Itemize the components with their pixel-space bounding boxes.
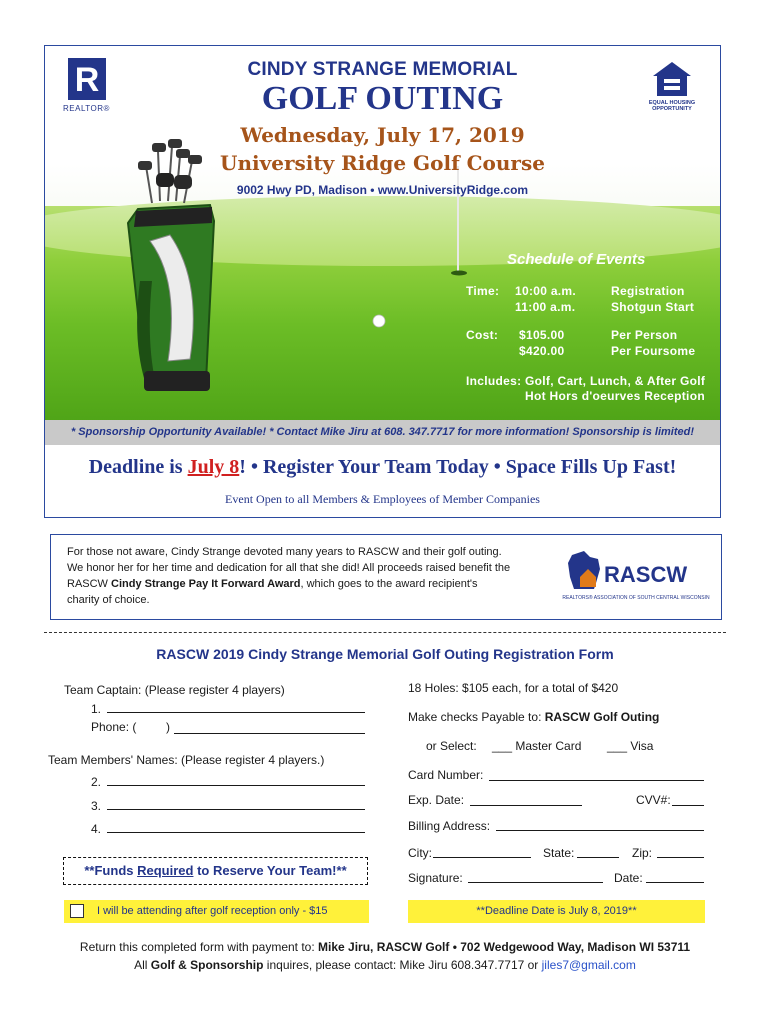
or-select-label: or Select: [426, 739, 477, 753]
exp-date-label: Exp. Date: [408, 793, 465, 807]
signature-field[interactable] [468, 882, 603, 883]
cost-2: $420.00 [519, 344, 565, 358]
funds-required-notice [63, 857, 368, 885]
rascw-logo-tagline: REALTORS® ASSOCIATION OF SOUTH CENTRAL WISCONSIN [562, 595, 710, 601]
member-number-3: 3. [91, 799, 102, 813]
event-title: GOLF OUTING [261, 80, 504, 117]
visa-option[interactable]: ___ Visa [607, 739, 654, 753]
reception-only-checkbox[interactable] [70, 904, 84, 918]
team-captain-label: Team Captain: (Please register 4 players) [64, 683, 285, 697]
event-flyer [44, 45, 721, 518]
cut-line-divider [44, 632, 726, 633]
event-venue: University Ridge Golf Course [220, 151, 545, 175]
date-field[interactable] [646, 882, 704, 883]
event-open-note: Event Open to all Members & Employees of Member Companies [225, 492, 540, 506]
includes-line-1: Includes: Golf, Cart, Lunch, & After Golf [466, 374, 706, 388]
phone-field[interactable] [174, 733, 365, 734]
deadline-date: July 8 [187, 456, 240, 478]
date-label: Date: [614, 871, 643, 885]
sponsorship-banner: * Sponsorship Opportunity Available! * Contact Mike Jiru at 608. 347.7717 for more information! Sponsorship is limited! [45, 420, 720, 445]
rascw-logo [556, 545, 716, 607]
zip-label: Zip: [632, 846, 653, 860]
holes-pricing: 18 Holes: $105 each, for a total of $420 [408, 681, 619, 695]
member-4-field[interactable] [107, 832, 365, 833]
member-number-2: 2. [91, 775, 102, 789]
realtor-logo-mark: R [74, 61, 100, 99]
cost-event-2: Per Foursome [611, 344, 696, 358]
member-3-field[interactable] [107, 809, 365, 810]
realtor-logo-word: REALTOR® [63, 104, 110, 113]
zip-field[interactable] [657, 857, 704, 858]
reception-only-label: I will be attending after golf reception only - $15 [97, 905, 328, 917]
form-title: RASCW 2019 Cindy Strange Memorial Golf Outing Registration Form [156, 646, 614, 662]
funds-pre: **Funds [84, 863, 138, 878]
equal-housing-caption: EQUAL HOUSING OPPORTUNITY [648, 100, 696, 112]
schedule-title: Schedule of Events [507, 251, 646, 268]
mastercard-option[interactable]: ___ Master Card [492, 739, 582, 753]
inquiries-contact [0, 958, 770, 972]
checks-payable [408, 710, 659, 724]
state-label: State: [543, 846, 575, 860]
includes-line-2: Hot Hors d'oeurves Reception [525, 389, 705, 403]
return-address: Mike Jiru, RASCW Golf • 702 Wedgewood Way, Madison WI 53711 [318, 940, 691, 954]
phone-label: Phone: ( [91, 720, 137, 734]
cost-label: Cost: [466, 328, 499, 342]
about-text [67, 544, 545, 608]
about-line-3-pre: RASCW [67, 578, 111, 590]
card-number-field[interactable] [489, 780, 704, 781]
team-members-label: Team Members' Names: (Please register 4 players.) [48, 753, 325, 767]
billing-address-field[interactable] [496, 830, 704, 831]
cvv-field[interactable] [672, 805, 704, 806]
time-1: 10:00 a.m. [515, 284, 577, 298]
phone-close-paren: ) [166, 720, 170, 734]
billing-address-label: Billing Address: [408, 819, 491, 833]
time-2: 11:00 a.m. [515, 300, 576, 314]
member-2-field[interactable] [107, 785, 365, 786]
about-line-3-post: , which goes to the award recipient's [300, 578, 478, 590]
event-subtitle: CINDY STRANGE MEMORIAL [247, 59, 518, 80]
captain-number: 1. [91, 702, 102, 716]
time-label: Time: [466, 284, 500, 298]
contact-email-link[interactable]: jiles7@gmail.com [541, 958, 636, 972]
checks-payee: RASCW Golf Outing [544, 710, 660, 724]
about-line-1: For those not aware, Cindy Strange devoted many years to RASCW and their golf outing. [67, 546, 502, 558]
wisconsin-map-icon [566, 549, 604, 591]
award-name: Cindy Strange Pay It Forward Award [111, 578, 301, 590]
checks-payable-pre: Make checks Payable to: [408, 710, 545, 724]
captain-name-field[interactable] [107, 712, 365, 713]
about-box [50, 534, 722, 620]
about-line-2: We honor her for her time and dedication for all that she did! All proceeds raised benefit the [67, 562, 511, 574]
deadline-post: ! • Register Your Team Today • Space Fills Up Fast! [239, 456, 677, 478]
time-event-2: Shotgun Start [611, 300, 695, 314]
return-pre: Return this completed form with payment to: [79, 940, 319, 954]
event-date: Wednesday, July 17, 2019 [240, 123, 525, 147]
member-number-4: 4. [91, 822, 102, 836]
inquire-topic: Golf & Sponsorship [150, 958, 264, 972]
inquire-pre: All [134, 958, 151, 972]
about-line-4: charity of choice. [67, 594, 150, 606]
deadline-pre: Deadline is [88, 456, 188, 478]
exp-date-field[interactable] [470, 805, 582, 806]
signature-label: Signature: [408, 871, 463, 885]
event-address: 9002 Hwy PD, Madison • www.UniversityRidge.com [236, 183, 529, 197]
time-event-1: Registration [611, 284, 685, 298]
cost-1: $105.00 [519, 328, 565, 342]
deadline-note: **Deadline Date is July 8, 2019** [408, 900, 705, 923]
city-field[interactable] [433, 857, 531, 858]
card-number-label: Card Number: [408, 768, 484, 782]
golf-ball-icon [371, 313, 387, 329]
funds-required-word: Required [137, 863, 194, 878]
deadline-headline [45, 456, 720, 479]
state-field[interactable] [577, 857, 619, 858]
rascw-logo-word: RASCW [604, 562, 688, 587]
about-line-3 [67, 576, 545, 592]
city-label: City: [408, 846, 432, 860]
inquire-mid: inquires, please contact: Mike Jiru 608.347.7717 or [263, 958, 542, 972]
funds-post: to Reserve Your Team!** [193, 863, 347, 878]
cost-event-1: Per Person [611, 328, 678, 342]
reception-only-option [64, 900, 369, 923]
cvv-label: CVV#: [636, 793, 671, 807]
return-instructions [0, 940, 770, 954]
